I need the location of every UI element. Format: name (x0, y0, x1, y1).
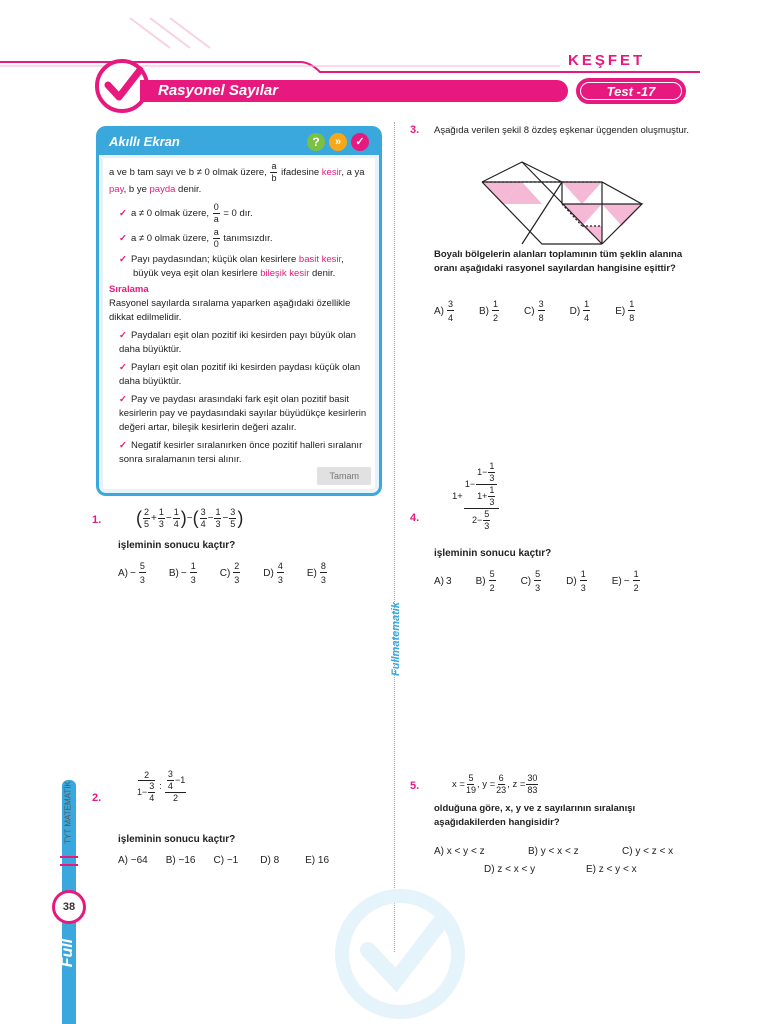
chapter-title: Rasyonel Sayılar (158, 82, 279, 99)
smart-screen-header (99, 129, 379, 155)
choice-b[interactable]: B) $\frac{5}{2}$ (475, 569, 495, 593)
page-number-badge: 38 (52, 890, 86, 924)
watermark-check-icon (330, 880, 470, 1024)
choice-a[interactable]: A) x < y < z (434, 846, 485, 857)
q2-choices (118, 855, 329, 866)
choice-e[interactable]: E) z < y < x (586, 864, 637, 875)
choice-d[interactable]: D) $\frac{1}{4}$ (569, 299, 590, 323)
test-badge (576, 78, 686, 104)
choice-b[interactable]: B) y < x < z (528, 846, 579, 857)
q1-expression: ( $\frac{2}{5}$ + $\frac{1}{3}$ − $\frac{1}{4}$ ) − ( $\frac{3}{4}$ − $\frac{1}{3}$ − $\frac{3}{5}$ ) (136, 507, 244, 529)
q5-given: x = $\frac{5}{19}$ , y = $\frac{6}{23}$ , z = $\frac{30}{83}$ (452, 773, 538, 795)
sidebar-series: TYT MATEMATİK (63, 781, 73, 844)
choice-d[interactable]: D) $\frac{4}{3}$ (263, 561, 283, 585)
choice-c[interactable]: C) $\frac{5}{3}$ (520, 569, 541, 593)
choice-c[interactable]: C) y < z < x (622, 846, 674, 857)
choice-c[interactable]: C) $\frac{3}{8}$ (524, 299, 544, 323)
choice-b[interactable]: B) − $\frac{1}{3}$ (168, 561, 196, 585)
q3-prompt: Boyalı bölgelerin alanları toplamının tüm şeklin alanına oranı aşağıdaki rasyonel sayılardan hangisine eşittir? (434, 249, 683, 274)
question-icon[interactable]: ? (307, 133, 325, 151)
q1-number: 1. (92, 514, 102, 526)
checkmark-icon: ✓ (119, 233, 127, 245)
choice-d[interactable]: D) z < x < y (484, 864, 536, 875)
choice-a[interactable]: A) $\frac{3}{4}$ (434, 299, 454, 323)
order-title: Sıralama (109, 284, 149, 295)
q3-triangle-figure (462, 160, 662, 248)
order-item: ✓ Payları eşit olan pozitif iki kesirden paydası küçük olan daha büyüktür. (119, 362, 361, 387)
smart-screen-body (103, 158, 375, 489)
check-icon[interactable]: ✓ (351, 133, 369, 151)
choice-e[interactable]: E) $\frac{1}{8}$ (615, 299, 635, 323)
order-item: ✓ Negatif kesirler sıralanırken önce pozitif halleri sıralanır sonra sıralamanın tersi alınır. (119, 440, 363, 465)
smart-screen-title: Akıllı Ekran (109, 134, 180, 149)
q3-choices (434, 300, 636, 323)
choice-d[interactable]: D) $\frac{1}{3}$ (566, 569, 586, 593)
q1-choices (118, 562, 328, 585)
q2-number: 2. (92, 792, 102, 804)
checkmark-icon: ✓ (119, 254, 127, 265)
choice-a[interactable]: A) 3 (434, 576, 452, 587)
choice-e[interactable]: E) $\frac{8}{3}$ (306, 561, 326, 585)
order-item: ✓ Pay ve paydası arasındaki fark eşit olan pozitif basit kesirlerin pay ve paydasındaki sayılar büyüdükçe kesirlerin değeri artar, bileşik kesirlerin değeri azalır. (119, 394, 367, 433)
rule-fraction-types: ✓ Payı paydasından; küçük olan kesirlere basit kesir, büyük veya eşit olan kesirlere bileşik kesir denir. (119, 254, 344, 279)
choice-d[interactable]: D) 8 (260, 855, 280, 866)
q2-prompt: işleminin sonucu kaçtır? (118, 834, 236, 845)
choice-e[interactable]: E) − $\frac{1}{2}$ (611, 569, 639, 593)
rule-zero-numerator: ✓ a ≠ 0 olmak üzere, $\frac{0}{a}$ = 0 dır. (119, 202, 253, 224)
q5-prompt: olduğuna göre, x, y ve z sayılarının sıralanışı aşağıdakilerden hangisidir? (434, 803, 636, 828)
smart-screen-panel (96, 126, 382, 496)
sidebar-accent-lines (60, 856, 78, 866)
q4-prompt: işleminin sonucu kaçtır? (434, 548, 552, 559)
forward-icon[interactable]: » (329, 133, 347, 151)
q2-expression: 2 1− $\frac{3}{4}$ : $\frac{3}{4}$ −1 2 (137, 769, 186, 803)
q5-number: 5. (410, 780, 420, 792)
q1-prompt: işleminin sonucu kaçtır? (118, 540, 236, 551)
checkmark-icon: ✓ (119, 208, 127, 220)
column-divider (394, 122, 395, 952)
q3-number: 3. (410, 124, 420, 136)
q4-expression: 1+ 1− 1− $\frac{1}{3}$ 1+ $\frac{1}{3}$ 2− $\frac{5}{3}$ (452, 462, 500, 531)
order-item: ✓ Paydaları eşit olan pozitif iki kesirden payı büyük olan daha büyüktür. (119, 330, 356, 355)
choice-c[interactable]: C) −1 (213, 855, 239, 866)
q4-number: 4. (410, 512, 420, 524)
choice-a[interactable]: A) − $\frac{5}{3}$ (118, 561, 145, 585)
done-button[interactable]: Tamam (317, 467, 371, 485)
test-label: Test -17 (580, 82, 682, 100)
intro-text: a ve b tam sayı ve b ≠ 0 olmak üzere, $\frac{a}{b}$ ifadesine kesir, a ya pay, b ye payda denir. (109, 161, 365, 195)
order-intro: Rasyonel sayılarda sıralama yaparken aşağıdaki özellikle dikkat edilmelidir. (109, 298, 351, 323)
brand-label: KEŞFET (568, 52, 646, 69)
choice-c[interactable]: C) $\frac{2}{3}$ (219, 561, 240, 585)
choice-e[interactable]: E) 16 (305, 855, 330, 866)
q3-intro: Aşağıda verilen şekil 8 özdeş eşkenar üçgenden oluşmuştur. (434, 125, 690, 136)
choice-b[interactable]: B) −16 (165, 855, 196, 866)
q4-choices (434, 570, 641, 593)
choice-b[interactable]: B) $\frac{1}{2}$ (479, 299, 499, 323)
rule-zero-denominator: ✓ a ≠ 0 olmak üzere, $\frac{a}{0}$ tanımsızdır. (119, 227, 273, 249)
choice-a[interactable]: A) −64 (118, 855, 148, 866)
sidebar-brand: Full (59, 938, 76, 968)
watermark-label: Fullmatematik (390, 602, 402, 676)
